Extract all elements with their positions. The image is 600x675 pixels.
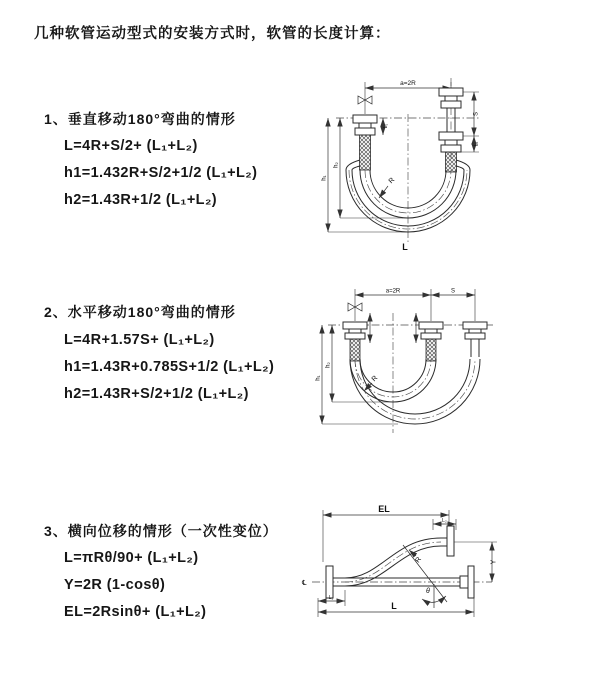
diagram-lateral-displacement <box>296 500 598 642</box>
section-3-heading: 3、横向位移的情形（一次性变位） <box>44 523 278 539</box>
section-3-formula-Y: Y=2R (1-cosθ) <box>64 577 166 593</box>
centerline-symbol: ℄ <box>302 580 307 587</box>
left-fitting <box>343 322 367 361</box>
dim-label-y: Y <box>490 559 498 565</box>
section-2-formula-h1: h1=1.43R+0.785S+1/2 (L₁+L₂) <box>64 359 275 375</box>
dim-label-l: L <box>391 601 397 611</box>
hose-wall-displaced <box>360 359 470 414</box>
dim-label-l2: L₂ <box>473 141 480 147</box>
dim-label-a2r: a=2R <box>385 288 401 295</box>
upper-flange-displaced <box>441 526 454 556</box>
page-title: 几种软管运动型式的安装方式时，软管的长度计算： <box>34 26 391 42</box>
section-2-heading: 2、水平移动180°弯曲的情形 <box>44 304 236 320</box>
section-2-formula-L: L=4R+1.57S+ (L₁+L₂) <box>64 332 215 348</box>
hose-centerline-displaced <box>355 359 475 419</box>
dim-label-h2: h₂ <box>333 162 340 168</box>
dim-label-s: S <box>473 111 480 117</box>
radius-label: R <box>414 556 424 565</box>
hose-wall <box>345 538 441 578</box>
left-fitting <box>353 115 377 170</box>
dim-label-el: EL <box>378 504 390 514</box>
dim-label-l1: L₁ <box>328 595 334 601</box>
angle-label: θ <box>426 588 430 595</box>
dim-label-h1: h₁ <box>321 175 328 181</box>
section-2-formula-h2: h2=1.43R+S/2+1/2 (L₁+L₂) <box>64 386 249 402</box>
dim-label-a2r: a=2R <box>400 80 416 87</box>
radius-label: R <box>370 374 380 384</box>
length-label: L <box>402 242 408 252</box>
radius-construction-line <box>403 545 447 602</box>
radius-label: R <box>387 176 397 186</box>
braided-hose-section <box>426 339 436 361</box>
section-3-formula-EL: EL=2Rsinθ+ (L₁+L₂) <box>64 604 207 620</box>
dim-label-h2: h₂ <box>325 362 332 368</box>
braided-hose-section <box>360 135 371 170</box>
right-fitting-displaced <box>463 322 487 357</box>
dim-label-l1: L₁ <box>383 123 389 129</box>
braided-hose-section <box>350 339 360 361</box>
middle-fitting <box>419 322 443 361</box>
hose-wall <box>350 359 436 402</box>
section-1-formula-h1: h1=1.432R+S/2+1/2 (L₁+L₂) <box>64 165 258 181</box>
diagram-horizontal-180-bend <box>308 283 590 463</box>
dim-label-s: S <box>450 288 456 295</box>
section-1-formula-h2: h2=1.43R+1/2 (L₁+L₂) <box>64 192 218 208</box>
right-fitting-upper-position <box>439 88 463 108</box>
section-1-heading: 1、垂直移动180°弯曲的情形 <box>44 111 236 127</box>
diagram-vertical-180-bend <box>308 70 590 260</box>
right-flange-original <box>460 566 474 598</box>
braided-hose-section <box>446 152 457 172</box>
dim-label-h1: h₁ <box>315 375 322 381</box>
section-1-formula-L: L=4R+S/2+ (L₁+L₂) <box>64 138 198 154</box>
section-3-formula-L: L=πRθ/90+ (L₁+L₂) <box>64 550 199 566</box>
dim-label-l2: L₂ <box>442 518 447 524</box>
